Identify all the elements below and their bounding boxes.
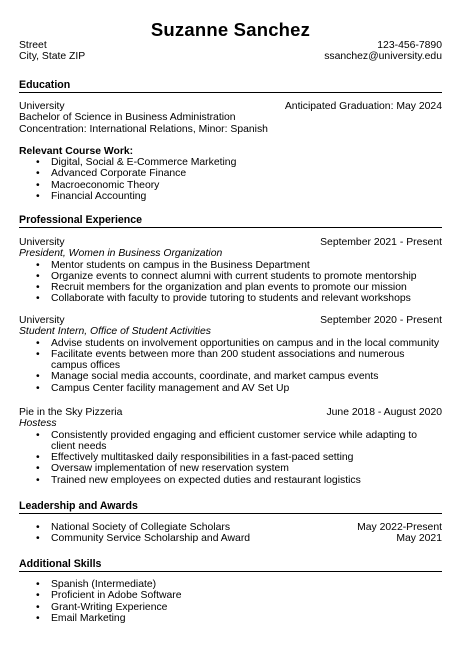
phone: 123-456-7890 <box>377 40 442 51</box>
list-item: • Collaborate with faculty to provide tutoring to students and relevant workshops <box>19 293 442 304</box>
list-item: • Oversaw implementation of new reservation system <box>19 463 442 474</box>
list-item: • Proficient in Adobe Software <box>19 590 442 601</box>
section-heading-education: Education <box>19 79 442 93</box>
job-entry <box>19 315 442 394</box>
leadership-list <box>19 522 442 545</box>
job-entry <box>19 407 442 486</box>
graduation-date: Anticipated Graduation: May 2024 <box>284 101 442 112</box>
job-role: Student Intern, Office of Student Activities <box>19 326 211 338</box>
list-item: • Organize events to connect alumni with current students to promote mentorship <box>19 271 442 282</box>
list-item: • Consistently provided engaging and efficient customer service while adapting to client needs <box>19 430 442 453</box>
degree: Bachelor of Science in Business Administration <box>19 112 236 124</box>
coursework-list <box>19 157 442 202</box>
email: ssanchez@university.edu <box>324 51 442 63</box>
award-label: • Community Service Scholarship and Award <box>51 533 251 545</box>
section-heading-leadership: Leadership and Awards <box>19 500 442 514</box>
list-item: • Trained new employees on expected duties and restaurant logistics <box>19 475 442 486</box>
list-item <box>19 533 442 544</box>
concentration: Concentration: International Relations, Minor: Spanish <box>19 123 268 135</box>
list-item: • Advise students on involvement opportunities on campus and in the local community <box>19 338 442 349</box>
job-org: University <box>19 237 65 248</box>
list-item: • Mentor students on campus in the Business Department <box>19 260 442 271</box>
list-item: • Effectively multitasked daily responsibilities in a fast-paced setting <box>19 452 442 463</box>
list-item <box>19 522 442 533</box>
education-block <box>19 101 442 202</box>
list-item: • Advanced Corporate Finance <box>19 168 442 179</box>
section-heading-experience: Professional Experience <box>19 214 442 228</box>
coursework-label: Relevant Course Work: <box>19 145 134 157</box>
list-item: • Campus Center facility management and AV Set Up <box>19 383 442 394</box>
school: University <box>19 101 65 112</box>
street: Street <box>19 40 47 51</box>
list-item: • Spanish (Intermediate) <box>19 579 442 590</box>
section-heading-skills: Additional Skills <box>19 558 442 572</box>
list-item: • Digital, Social & E-Commerce Marketing <box>19 157 442 168</box>
job-role: Hostess <box>19 418 57 430</box>
job-bullets <box>19 260 442 305</box>
skills-list <box>19 579 442 624</box>
city-state-zip: City, State ZIP <box>19 51 86 63</box>
job-role: President, Women in Business Organization <box>19 248 223 260</box>
contact-block <box>19 40 442 63</box>
job-dates: September 2021 - Present <box>320 237 442 248</box>
award-date: May 2021 <box>396 533 442 545</box>
award-date: May 2022-Present <box>357 522 442 533</box>
job-dates: June 2018 - August 2020 <box>326 407 442 418</box>
job-entry <box>19 237 442 305</box>
award-label: • National Society of Collegiate Scholars <box>51 522 231 533</box>
resume-name: Suzanne Sanchez <box>150 19 311 40</box>
job-dates: September 2020 - Present <box>320 315 442 326</box>
list-item: • Macroeconomic Theory <box>19 180 442 191</box>
job-bullets <box>19 430 442 486</box>
job-org: University <box>19 315 65 326</box>
list-item: • Recruit members for the organization and plan events to promote our mission <box>19 282 442 293</box>
list-item: • Financial Accounting <box>19 191 442 202</box>
list-item: • Facilitate events between more than 200 student associations and numerous campus offices <box>19 349 442 372</box>
list-item: • Email Marketing <box>19 613 442 624</box>
list-item: • Manage social media accounts, coordinate, and market campus events <box>19 371 442 382</box>
job-bullets <box>19 338 442 394</box>
job-org: Pie in the Sky Pizzeria <box>19 407 123 418</box>
list-item: • Grant-Writing Experience <box>19 602 442 613</box>
